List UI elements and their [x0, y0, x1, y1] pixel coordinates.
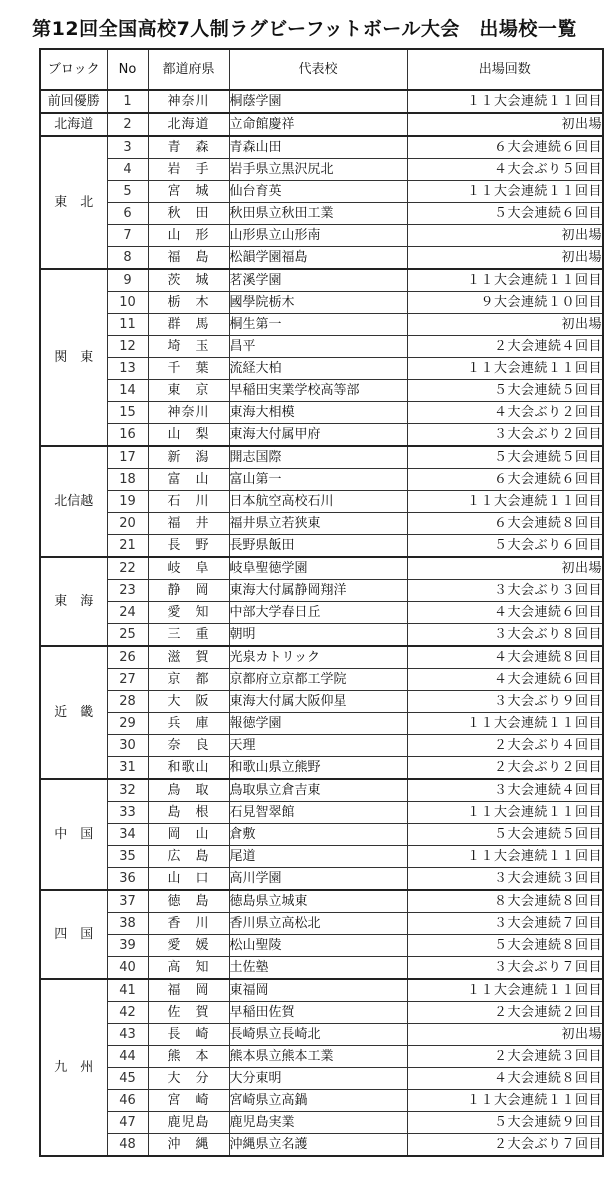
school-cell: 日本航空高校石川 [229, 491, 407, 513]
school-cell: 流経大柏 [229, 358, 407, 380]
table-row [40, 181, 603, 203]
appearances-cell: ２大会ぶり２回目 [407, 757, 603, 780]
appearances-cell: ３大会連続４回目 [407, 779, 603, 802]
appearances-cell: ３大会連続３回目 [407, 868, 603, 891]
no-cell: 24 [107, 602, 148, 624]
no-cell: 22 [107, 557, 148, 580]
school-cell: 高川学園 [229, 868, 407, 891]
table-row [40, 957, 603, 980]
school-cell: 宮崎県立高鍋 [229, 1090, 407, 1112]
table-row [40, 890, 603, 913]
table-row [40, 602, 603, 624]
prefecture-cell: 宮 城 [148, 181, 229, 203]
prefecture-cell: 埼 玉 [148, 336, 229, 358]
table-row [40, 557, 603, 580]
prefecture-cell: 兵 庫 [148, 713, 229, 735]
no-cell: 17 [107, 446, 148, 469]
table-row [40, 159, 603, 181]
school-cell: 岩手県立黒沢尻北 [229, 159, 407, 181]
appearances-cell: 初出場 [407, 113, 603, 136]
block-cell: 北海道 [40, 113, 107, 136]
block-cell: 東 北 [40, 136, 107, 269]
table-row [40, 402, 603, 424]
no-cell: 46 [107, 1090, 148, 1112]
no-cell: 27 [107, 669, 148, 691]
prefecture-cell: 福 井 [148, 513, 229, 535]
school-cell: 光泉カトリック [229, 646, 407, 669]
no-cell: 29 [107, 713, 148, 735]
school-cell: 京都府立京都工学院 [229, 669, 407, 691]
appearances-cell: １１大会連続１１回目 [407, 491, 603, 513]
appearances-cell: ２大会ぶり７回目 [407, 1134, 603, 1157]
prefecture-cell: 宮 崎 [148, 1090, 229, 1112]
prefecture-cell: 岩 手 [148, 159, 229, 181]
prefecture-cell: 山 梨 [148, 424, 229, 447]
no-cell: 44 [107, 1046, 148, 1068]
no-cell: 38 [107, 913, 148, 935]
appearances-cell: ６大会連続８回目 [407, 513, 603, 535]
appearances-cell: ５大会連続５回目 [407, 824, 603, 846]
appearances-cell: 初出場 [407, 247, 603, 270]
appearances-cell: 初出場 [407, 557, 603, 580]
table-row [40, 913, 603, 935]
no-cell: 21 [107, 535, 148, 558]
school-cell: 山形県立山形南 [229, 225, 407, 247]
table-row [40, 935, 603, 957]
school-cell: 東海大相模 [229, 402, 407, 424]
block-cell: 中 国 [40, 779, 107, 890]
appearances-cell: ６大会連続６回目 [407, 136, 603, 159]
school-cell: 香川県立高松北 [229, 913, 407, 935]
no-cell: 42 [107, 1002, 148, 1024]
column-header-school: 代表校 [229, 49, 407, 90]
prefecture-cell: 山 形 [148, 225, 229, 247]
school-cell: 早稲田実業学校高等部 [229, 380, 407, 402]
school-cell: 天理 [229, 735, 407, 757]
appearances-cell: ３大会ぶり９回目 [407, 691, 603, 713]
prefecture-cell: 岐 阜 [148, 557, 229, 580]
appearances-cell: ３大会ぶり８回目 [407, 624, 603, 647]
table-row [40, 136, 603, 159]
no-cell: 31 [107, 757, 148, 780]
prefecture-cell: 鹿児島 [148, 1112, 229, 1134]
table-row [40, 247, 603, 270]
prefecture-cell: 香 川 [148, 913, 229, 935]
appearances-cell: ５大会連続９回目 [407, 1112, 603, 1134]
appearances-cell: １１大会連続１１回目 [407, 358, 603, 380]
school-cell: 土佐塾 [229, 957, 407, 980]
table-row [40, 203, 603, 225]
prefecture-cell: 東 京 [148, 380, 229, 402]
school-cell: 鹿児島実業 [229, 1112, 407, 1134]
prefecture-cell: 山 口 [148, 868, 229, 891]
no-cell: 5 [107, 181, 148, 203]
appearances-cell: １１大会連続１１回目 [407, 802, 603, 824]
prefecture-cell: 神奈川 [148, 402, 229, 424]
prefecture-cell: 奈 良 [148, 735, 229, 757]
block-cell: 近 畿 [40, 646, 107, 779]
prefecture-cell: 佐 賀 [148, 1002, 229, 1024]
appearances-cell: ６大会連続６回目 [407, 469, 603, 491]
table-row [40, 846, 603, 868]
table-row [40, 1024, 603, 1046]
no-cell: 23 [107, 580, 148, 602]
no-cell: 4 [107, 159, 148, 181]
prefecture-cell: 愛 媛 [148, 935, 229, 957]
no-cell: 30 [107, 735, 148, 757]
appearances-cell: ４大会ぶり５回目 [407, 159, 603, 181]
no-cell: 32 [107, 779, 148, 802]
appearances-cell: １１大会連続１１回目 [407, 90, 603, 113]
school-cell: 沖縄県立名護 [229, 1134, 407, 1157]
appearances-cell: ５大会連続５回目 [407, 446, 603, 469]
school-cell: 福井県立若狭東 [229, 513, 407, 535]
column-header-block: ブロック [40, 49, 107, 90]
no-cell: 47 [107, 1112, 148, 1134]
no-cell: 11 [107, 314, 148, 336]
appearances-cell: ４大会連続８回目 [407, 1068, 603, 1090]
no-cell: 12 [107, 336, 148, 358]
no-cell: 2 [107, 113, 148, 136]
prefecture-cell: 長 野 [148, 535, 229, 558]
table-row [40, 1002, 603, 1024]
school-cell: 長野県飯田 [229, 535, 407, 558]
school-cell: 報徳学園 [229, 713, 407, 735]
school-cell: 昌平 [229, 336, 407, 358]
prefecture-cell: 福 島 [148, 247, 229, 270]
appearances-cell: １１大会連続１１回目 [407, 1090, 603, 1112]
no-cell: 36 [107, 868, 148, 891]
prefecture-cell: 茨 城 [148, 269, 229, 292]
no-cell: 1 [107, 90, 148, 113]
prefecture-cell: 新 潟 [148, 446, 229, 469]
table-row [40, 314, 603, 336]
prefecture-cell: 京 都 [148, 669, 229, 691]
school-cell: 茗溪学園 [229, 269, 407, 292]
prefecture-cell: 石 川 [148, 491, 229, 513]
prefecture-cell: 三 重 [148, 624, 229, 647]
table-row [40, 269, 603, 292]
school-cell: 秋田県立秋田工業 [229, 203, 407, 225]
table-row [40, 513, 603, 535]
school-cell: 國學院栃木 [229, 292, 407, 314]
table-row [40, 292, 603, 314]
block-cell: 関 東 [40, 269, 107, 446]
table-row [40, 491, 603, 513]
appearances-cell: ５大会連続８回目 [407, 935, 603, 957]
no-cell: 26 [107, 646, 148, 669]
schools-table [39, 48, 604, 1157]
prefecture-cell: 滋 賀 [148, 646, 229, 669]
school-cell: 東福岡 [229, 979, 407, 1002]
appearances-cell: ３大会ぶり７回目 [407, 957, 603, 980]
appearances-cell: ３大会ぶり３回目 [407, 580, 603, 602]
appearances-cell: 初出場 [407, 1024, 603, 1046]
table-body [40, 90, 603, 1156]
table-row [40, 979, 603, 1002]
no-cell: 8 [107, 247, 148, 270]
table-row [40, 669, 603, 691]
prefecture-cell: 青 森 [148, 136, 229, 159]
table-row [40, 336, 603, 358]
prefecture-cell: 千 葉 [148, 358, 229, 380]
no-cell: 41 [107, 979, 148, 1002]
no-cell: 40 [107, 957, 148, 980]
table-row [40, 779, 603, 802]
school-cell: 東海大付属静岡翔洋 [229, 580, 407, 602]
prefecture-cell: 長 崎 [148, 1024, 229, 1046]
prefecture-cell: 愛 知 [148, 602, 229, 624]
school-cell: 松韻学園福島 [229, 247, 407, 270]
prefecture-cell: 福 岡 [148, 979, 229, 1002]
school-cell: 仙台育英 [229, 181, 407, 203]
appearances-cell: 初出場 [407, 225, 603, 247]
no-cell: 20 [107, 513, 148, 535]
table-row [40, 691, 603, 713]
no-cell: 13 [107, 358, 148, 380]
table-row [40, 380, 603, 402]
appearances-cell: １１大会連続１１回目 [407, 979, 603, 1002]
prefecture-cell: 群 馬 [148, 314, 229, 336]
school-cell: 東海大付属大阪仰星 [229, 691, 407, 713]
block-cell: 前回優勝 [40, 90, 107, 113]
no-cell: 43 [107, 1024, 148, 1046]
prefecture-cell: 沖 縄 [148, 1134, 229, 1157]
table-row [40, 90, 603, 113]
no-cell: 25 [107, 624, 148, 647]
prefecture-cell: 秋 田 [148, 203, 229, 225]
prefecture-cell: 徳 島 [148, 890, 229, 913]
school-cell: 青森山田 [229, 136, 407, 159]
no-cell: 45 [107, 1068, 148, 1090]
school-cell: 倉敷 [229, 824, 407, 846]
column-header-appearances: 出場回数 [407, 49, 603, 90]
prefecture-cell: 栃 木 [148, 292, 229, 314]
table-row [40, 446, 603, 469]
school-cell: 大分東明 [229, 1068, 407, 1090]
no-cell: 19 [107, 491, 148, 513]
block-cell: 四 国 [40, 890, 107, 979]
no-cell: 6 [107, 203, 148, 225]
prefecture-cell: 鳥 取 [148, 779, 229, 802]
table-row [40, 824, 603, 846]
appearances-cell: ２大会連続３回目 [407, 1046, 603, 1068]
table-row [40, 469, 603, 491]
school-cell: 和歌山県立熊野 [229, 757, 407, 780]
school-cell: 松山聖陵 [229, 935, 407, 957]
school-cell: 鳥取県立倉吉東 [229, 779, 407, 802]
school-cell: 開志国際 [229, 446, 407, 469]
no-cell: 16 [107, 424, 148, 447]
school-cell: 徳島県立城東 [229, 890, 407, 913]
school-cell: 熊本県立熊本工業 [229, 1046, 407, 1068]
appearances-cell: ４大会連続８回目 [407, 646, 603, 669]
table-row [40, 1134, 603, 1157]
school-cell: 立命館慶祥 [229, 113, 407, 136]
no-cell: 37 [107, 890, 148, 913]
school-cell: 朝明 [229, 624, 407, 647]
no-cell: 33 [107, 802, 148, 824]
no-cell: 28 [107, 691, 148, 713]
table-row [40, 646, 603, 669]
table-row [40, 358, 603, 380]
appearances-cell: ４大会連続６回目 [407, 669, 603, 691]
prefecture-cell: 静 岡 [148, 580, 229, 602]
table-row [40, 1090, 603, 1112]
appearances-cell: １１大会連続１１回目 [407, 846, 603, 868]
table-row [40, 1068, 603, 1090]
school-cell: 岐阜聖徳学園 [229, 557, 407, 580]
appearances-cell: ５大会ぶり６回目 [407, 535, 603, 558]
table-row [40, 624, 603, 647]
no-cell: 34 [107, 824, 148, 846]
block-cell: 九 州 [40, 979, 107, 1156]
appearances-cell: ４大会ぶり２回目 [407, 402, 603, 424]
no-cell: 15 [107, 402, 148, 424]
no-cell: 9 [107, 269, 148, 292]
appearances-cell: １１大会連続１１回目 [407, 181, 603, 203]
no-cell: 10 [107, 292, 148, 314]
appearances-cell: ３大会ぶり２回目 [407, 424, 603, 447]
school-cell: 桐生第一 [229, 314, 407, 336]
school-cell: 長崎県立長崎北 [229, 1024, 407, 1046]
page-title: 第12回全国高校7人制ラグビーフットボール大会 出場校一覧 [32, 18, 577, 40]
no-cell: 35 [107, 846, 148, 868]
appearances-cell: １１大会連続１１回目 [407, 269, 603, 292]
table-row [40, 535, 603, 558]
no-cell: 39 [107, 935, 148, 957]
prefecture-cell: 熊 本 [148, 1046, 229, 1068]
no-cell: 7 [107, 225, 148, 247]
prefecture-cell: 広 島 [148, 846, 229, 868]
table-row [40, 757, 603, 780]
table-row [40, 424, 603, 447]
block-cell: 東 海 [40, 557, 107, 646]
appearances-cell: ５大会連続６回目 [407, 203, 603, 225]
column-header-no: No [107, 49, 148, 90]
appearances-cell: ４大会連続６回目 [407, 602, 603, 624]
school-cell: 富山第一 [229, 469, 407, 491]
prefecture-cell: 大 分 [148, 1068, 229, 1090]
table-row [40, 713, 603, 735]
appearances-cell: ２大会ぶり４回目 [407, 735, 603, 757]
school-cell: 石見智翠館 [229, 802, 407, 824]
no-cell: 48 [107, 1134, 148, 1157]
column-header-prefecture: 都道府県 [148, 49, 229, 90]
appearances-cell: ２大会連続２回目 [407, 1002, 603, 1024]
school-cell: 早稲田佐賀 [229, 1002, 407, 1024]
appearances-cell: ２大会連続４回目 [407, 336, 603, 358]
table-row [40, 1112, 603, 1134]
block-cell: 北信越 [40, 446, 107, 557]
appearances-cell: ９大会連続１０回目 [407, 292, 603, 314]
no-cell: 14 [107, 380, 148, 402]
prefecture-cell: 神奈川 [148, 90, 229, 113]
appearances-cell: ５大会連続５回目 [407, 380, 603, 402]
table-row [40, 113, 603, 136]
appearances-cell: ３大会連続７回目 [407, 913, 603, 935]
prefecture-cell: 高 知 [148, 957, 229, 980]
prefecture-cell: 岡 山 [148, 824, 229, 846]
table-row [40, 1046, 603, 1068]
header-row [40, 49, 603, 90]
appearances-cell: ８大会連続８回目 [407, 890, 603, 913]
table-row [40, 802, 603, 824]
table-row [40, 580, 603, 602]
appearances-cell: 初出場 [407, 314, 603, 336]
table-row [40, 735, 603, 757]
table-row [40, 225, 603, 247]
school-cell: 東海大付属甲府 [229, 424, 407, 447]
school-cell: 桐蔭学園 [229, 90, 407, 113]
prefecture-cell: 大 阪 [148, 691, 229, 713]
prefecture-cell: 富 山 [148, 469, 229, 491]
no-cell: 3 [107, 136, 148, 159]
table-row [40, 868, 603, 891]
school-cell: 中部大学春日丘 [229, 602, 407, 624]
school-cell: 尾道 [229, 846, 407, 868]
prefecture-cell: 北海道 [148, 113, 229, 136]
appearances-cell: １１大会連続１１回目 [407, 713, 603, 735]
prefecture-cell: 和歌山 [148, 757, 229, 780]
no-cell: 18 [107, 469, 148, 491]
prefecture-cell: 島 根 [148, 802, 229, 824]
